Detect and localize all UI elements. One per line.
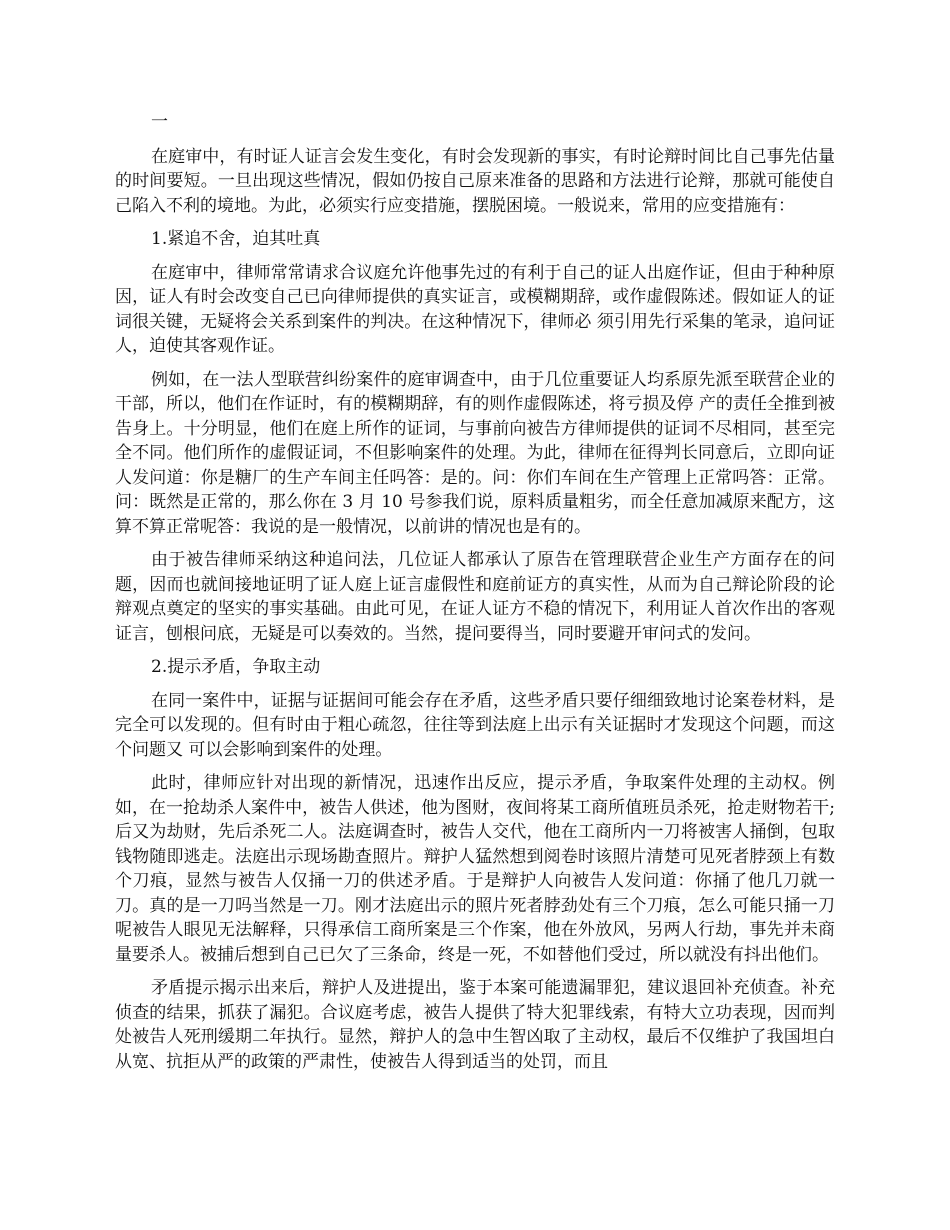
section-marker: 一: [151, 112, 168, 132]
body-paragraph: 矛盾提示揭示出来后，辩护人及进提出，鉴于本案可能遗漏罪犯，建议退回补充侦查。补充侦查的结果，抓获了漏犯。合议庭考虑，被告人提供了特大犯罪线索，有特大立功表现，因而判处被告人死刑缓期二年执行。显然，辩护人的急中生智凶取了主动权，最后不仅维护了我国坦白从宽、抗拒从严的政策的严肃性，使被告人得到适当的处罚，而且: [115, 978, 835, 1072]
document-page: [115, 110, 835, 1083]
body-paragraph: 此时，律师应针对出现的新情况，迅速作出反应，提示矛盾，争取案件处理的主动权。例如，在一抢劫杀人案件中，被告人供述，他为图财，夜间将某工商所值班员杀死，抢走财物若干;后又为劫财，先后杀死二人。法庭调查时，被告人交代，他在工商所内一刀将被害人捅倒，包取钱物随即逃走。法庭出示现场勘查照片。辩护人猛然想到阅卷时该照片清楚可见死者脖颈上有数个刀痕，显然与被告人仅捅一刀的供述矛盾。于是辩护人向被告人发问道：你捅了他几刀就一刀。真的是一刀吗当然是一刀。刚才法庭出示的照片死者脖劲处有三个刀痕，怎么可能只捅一刀呢被告人眼见无法解释，只得承信工商所案是三个作案，他在外放风，另两人行劫，事先并未商量要杀人。被捕后想到自己已欠了三条命，终是一死，不如替他们受过，所以就没有抖出他们。: [115, 773, 835, 965]
section-heading-1: 1.紧追不舍，迫其吐真: [151, 229, 321, 249]
body-paragraph: 在庭审中，律师常常请求合议庭允许他事先过的有利于自己的证人出庭作证，但由于种种原因，证人有时会改变自己已向律师提供的真实证言，或模糊期辞，或作虚假陈述。假如证人的证词很关键，无疑将会关系到案件的判决。在这种情况下，律师必 须引用先行采集的笔录，追问证人，迫使其客观作证。: [115, 262, 835, 356]
section-heading-2: 2.提示矛盾，争取主动: [151, 657, 321, 677]
body-paragraph: 由于被告律师采纳这种追问法，几位证人都承认了原告在管理联营企业生产方面存在的问题，因而也就间接地证明了证人庭上证言虚假性和庭前证方的真实性，从而为自己辩论阶段的论辩观点奠定的坚实的事实基础。由此可见，在证人证方不稳的情况下，利用证人首次作出的客观证言，刨根问底，无疑是可以奏效的。当然，提问要得当，同时要避开审问式的发问。: [115, 550, 835, 644]
body-paragraph: 例如，在一法人型联营纠纷案件的庭审调查中，由于几位重要证人均系原先派至联营企业的干部，所以，他们在作证时，有的模糊期辞，有的则作虚假陈述，将亏损及停 产的责任全推到被告身上。十分明显，他们在庭上所作的证词，与事前向被告方律师提供的证词不尽相同，甚至完全不同。他们所作的虚假证词，不但影响案件的处理。为此，律师在征得判长同意后，立即向证人发问道：你是糖厂的生产车间主任吗答：是的。问：你们车间在生产管理上正常吗答：正常。问：既然是正常的，那么你在 3 月 10 号参我们说，原料质量粗劣，而全任意加减原来配方，这算不算正常呢答：我说的是一般情况，以前讲的情况也是有的。: [115, 369, 835, 537]
intro-paragraph: 在庭审中，有时证人证言会发生变化，有时会发现新的事实，有时论辩时间比自己事先估量的时间要短。一旦出现这些情况，假如仍按自己原来准备的思路和方法进行论辩，那就可能使自己陷入不利的境地。为此，必须实行应变措施，摆脱困境。一般说来，常用的应变措施有：: [115, 146, 835, 216]
body-paragraph: 在同一案件中，证据与证据间可能会存在矛盾，这些矛盾只要仔细细致地讨论案卷材料，是完全可以发现的。但有时由于粗心疏忽，往往等到法庭上出示有关证据时才发现这个问题，而这个问题又 可以会影响到案件的处理。: [115, 690, 835, 760]
